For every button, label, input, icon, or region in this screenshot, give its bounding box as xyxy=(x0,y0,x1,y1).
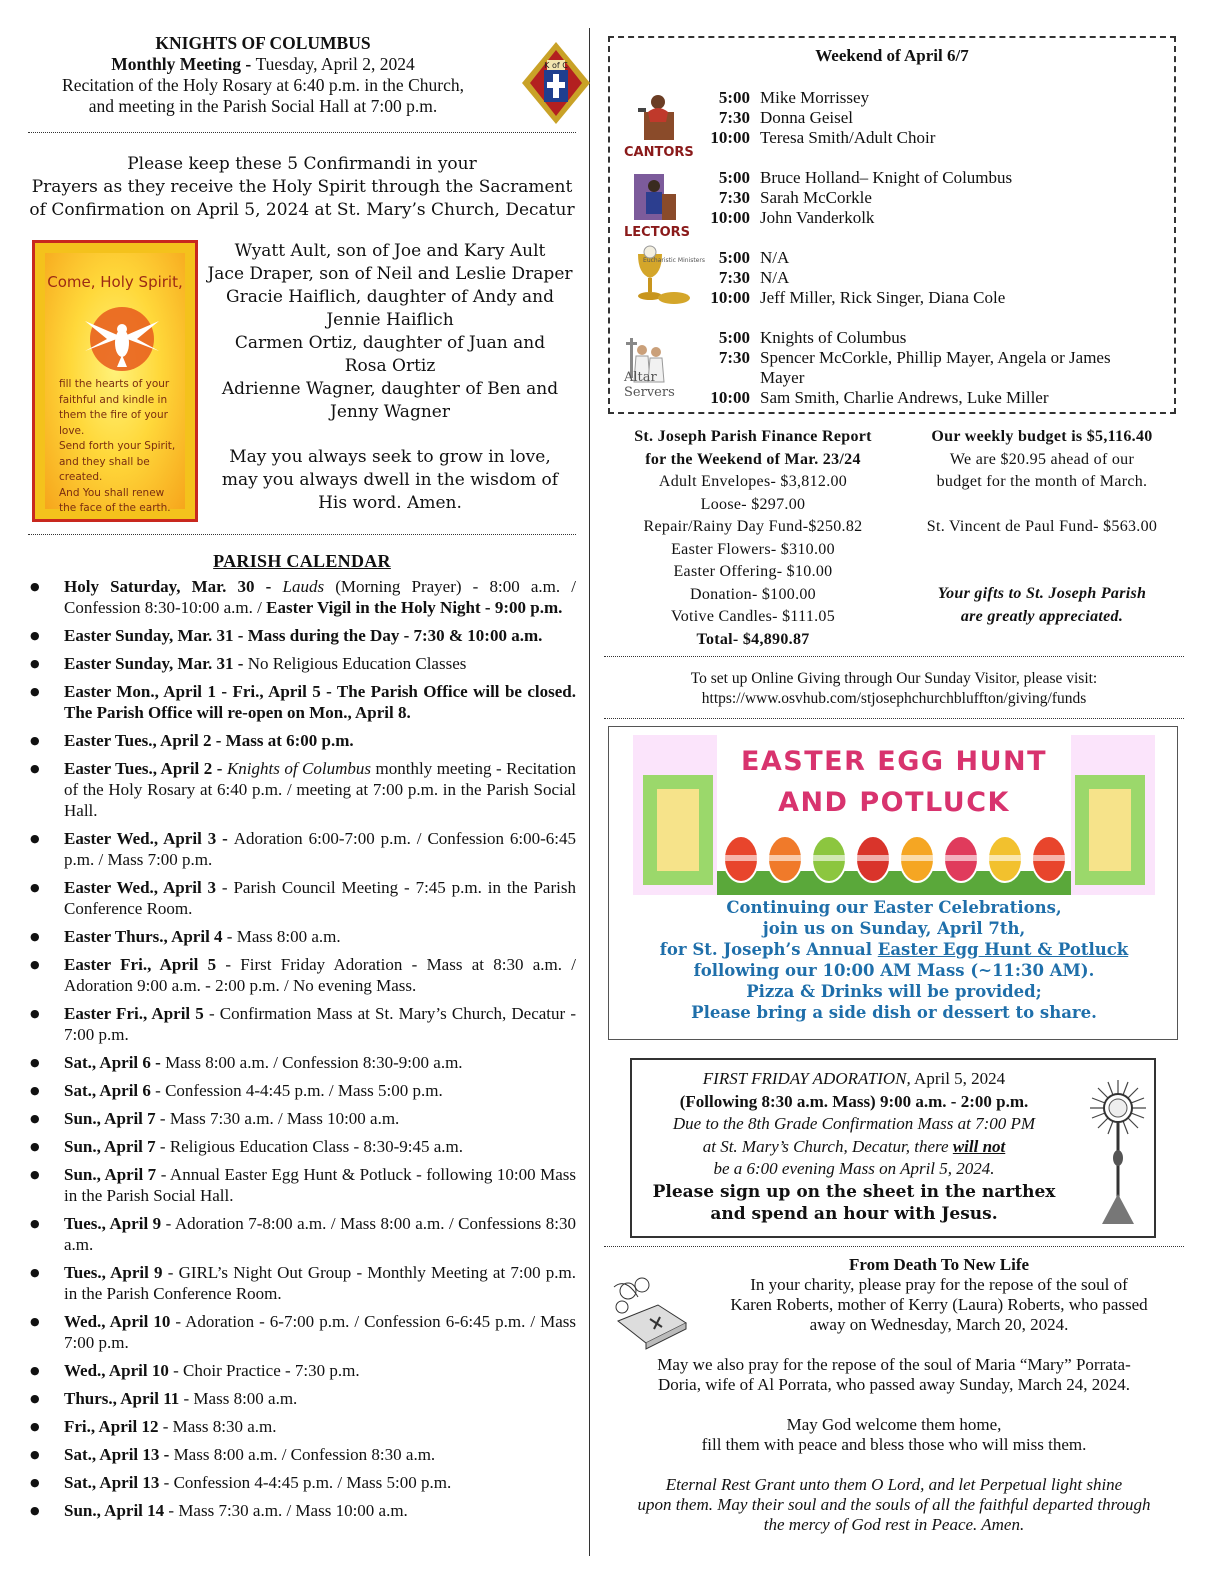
banner-line: And You shall renew xyxy=(59,486,165,499)
calendar-item xyxy=(28,1416,576,1437)
finance-total: Total- $4,890.87 xyxy=(696,630,810,648)
confirmandi-name: Carmen Ortiz, daughter of Juan and xyxy=(234,333,546,353)
calendar-item xyxy=(28,625,576,646)
ministry-label: LECTORS xyxy=(624,225,690,240)
calendar-item-date: Fri., April 12 xyxy=(64,1417,159,1436)
calendar-item-detail: - Confession 4-4:45 p.m. / Mass 5:00 p.m. xyxy=(159,1473,452,1492)
egg-hunt-details xyxy=(609,897,1179,1023)
obituary-paragraph: In your charity, please pray for the repose of the soul of Karen Roberts, mother of Kerry (Laura) Roberts, who passed away on Wednesday, March 20, 2024. xyxy=(730,1275,1148,1334)
calendar-item xyxy=(28,1360,576,1381)
finance-line: Loose- $297.00 xyxy=(700,495,806,513)
confirmandi-name: Jace Draper, son of Neil and Leslie Draper xyxy=(207,264,573,284)
finance-report xyxy=(608,426,1180,650)
blessing-line: His word. Amen. xyxy=(318,493,462,513)
egg-stripe xyxy=(857,855,889,861)
ff-note: Due to the 8th Grade Confirmation Mass at 7:00 PM xyxy=(672,1114,1036,1133)
confirmandi-name: Wyatt Ault, son of Joe and Kary Ault xyxy=(234,241,546,261)
egg-hunt-title-line: EASTER EGG HUNT xyxy=(740,746,1048,777)
confirmandi-list xyxy=(204,240,576,515)
thanks-line: are greatly appreciated. xyxy=(960,607,1124,625)
calendar-item-detail: Adoration 6:00-7:00 p.m. / Confession 6:00-6:45 p.m. / Mass 7:00 p.m. xyxy=(64,829,576,869)
egg-hunt-line: following our 10:00 AM Mass (~11:30 AM). xyxy=(693,961,1095,980)
calendar-item-date: Sat., April 13 - xyxy=(64,1445,174,1464)
egg-hunt-line: Please bring a side dish or dessert to share. xyxy=(691,1003,1097,1022)
monstrance-icon xyxy=(1088,1078,1148,1228)
calendar-item xyxy=(28,730,576,751)
ministry-schedule xyxy=(608,36,1176,414)
knights-meeting-date: Tuesday, April 2, 2024 xyxy=(255,54,415,74)
confirmandi-name: Jennie Haiflich xyxy=(326,310,454,330)
ff-cta: Please sign up on the sheet in the narthex xyxy=(652,1181,1056,1202)
egg-stripe xyxy=(945,855,977,861)
calendar-item-date: Easter Thurs., April 4 xyxy=(64,927,223,946)
egg-hunt-line: Continuing our Easter Celebrations, xyxy=(726,898,1062,917)
chalice-icon xyxy=(624,248,705,314)
decor-frame-right xyxy=(1075,775,1145,885)
knights-emblem-icon xyxy=(520,40,592,126)
finance-title: St. Joseph Parish Finance Report xyxy=(634,428,872,445)
calendar-item xyxy=(28,1444,576,1465)
budget-title: Our weekly budget is $5,116.40 xyxy=(931,428,1153,445)
ministry-group-cantors xyxy=(624,88,1164,160)
ministry-row: Mayer xyxy=(760,368,805,387)
banner-line: the face of the earth. xyxy=(59,502,171,514)
budget-line: budget for the month of March. xyxy=(936,473,1148,490)
calendar-item-date: Easter Tues., April 2 - xyxy=(64,759,227,778)
giving-text: To set up Online Giving through Our Sunday Visitor, please visit: xyxy=(690,670,1098,687)
ministry-label: CANTORS xyxy=(624,145,694,160)
calendar-item-date: Sat., April 6 xyxy=(64,1081,151,1100)
egg-stripe xyxy=(1033,855,1065,861)
finance-right xyxy=(904,426,1180,628)
column-divider xyxy=(589,28,590,1556)
ff-date: April 5, 2024 xyxy=(910,1069,1006,1088)
ff-times: (Following 8:30 a.m. Mass) 9:00 a.m. - 2:00 p.m. xyxy=(679,1091,1029,1111)
ff-note: at St. Mary’s Church, Decatur, there xyxy=(702,1136,953,1156)
ff-emphasis: will not xyxy=(952,1136,1006,1156)
online-giving xyxy=(604,656,1184,709)
calendar-item xyxy=(28,681,576,723)
calendar-item-date: Tues., April 9 xyxy=(64,1214,162,1233)
blessing-line: may you always dwell in the wisdom of xyxy=(221,470,559,490)
calendar-item-date: Sun., April 14 xyxy=(64,1501,165,1520)
ministry-row: 10:00 Sam Smith, Charlie Andrews, Luke Miller xyxy=(710,388,1049,407)
calendar-item-date: Easter Fri., April 5 xyxy=(64,955,217,974)
calendar-item-detail: - Adoration 7-8:00 a.m. / Mass 8:00 a.m. / Confessions 8:30 a.m. xyxy=(64,1214,576,1254)
calendar-item xyxy=(28,1262,576,1304)
banner-line: them the fire of your love. xyxy=(59,409,168,437)
ministry-group-altar-servers xyxy=(624,328,1164,407)
calendar-item-detail: Knights of Columbus monthly meeting - Recitation of the Holy Rosary at 6:40 p.m. / meeting at 7:00 p.m. in the Parish Social Hall. xyxy=(64,759,576,820)
calendar-item-date: Easter Sunday, Mar. 31 - Mass during the Day - 7:30 & 10:00 a.m. xyxy=(64,626,543,645)
calendar-item-date: Sun., April 7 xyxy=(64,1109,156,1128)
knights-section xyxy=(28,30,576,130)
divider xyxy=(28,534,576,535)
banner-line: faithful and kindle in xyxy=(59,393,168,406)
egg-stripe xyxy=(769,855,801,861)
confirmandi-name: Adrienne Wagner, daughter of Ben and xyxy=(221,379,559,399)
ministry-row: 7:30 N/A xyxy=(718,268,790,287)
confirmation-block xyxy=(28,240,576,530)
finance-line: Easter Offering- $10.00 xyxy=(673,563,833,580)
calendar-item xyxy=(28,1052,576,1073)
calendar-item xyxy=(28,1164,576,1206)
thanks-line: Your gifts to St. Joseph Parish xyxy=(937,585,1147,602)
egg-hunt-title-line: AND POTLUCK xyxy=(778,787,1010,818)
blessing-line: May you always seek to grow in love, xyxy=(229,447,551,467)
blessing xyxy=(204,446,576,515)
ministry-title: Weekend of April 6/7 xyxy=(815,46,969,65)
ministry-group-eucharistic xyxy=(624,248,1164,320)
ff-note: be a 6:00 evening Mass on April 5, 2024. xyxy=(713,1159,995,1178)
calendar-item-date: Easter Wed., April 3 - xyxy=(64,829,234,848)
calendar-item-detail: - Confession 4-4:45 p.m. / Mass 5:00 p.m. xyxy=(150,1081,443,1100)
ministry-row: 5:00 Mike Morrissey xyxy=(718,88,870,107)
divider xyxy=(28,132,576,133)
finance-line: Easter Flowers- $310.00 xyxy=(671,540,835,558)
decor-frame-left xyxy=(643,775,713,885)
calendar-item-date: Sun., April 7 xyxy=(64,1137,156,1156)
ministry-group-lectors xyxy=(624,168,1164,240)
calendar-item-detail: - GIRL’s Night Out Group - Monthly Meeting at 7:00 p.m. in the Parish Conference Room. xyxy=(64,1263,576,1303)
egg-hunt-title xyxy=(717,741,1071,823)
svdp-fund: St. Vincent de Paul Fund- $563.00 xyxy=(926,517,1158,535)
calendar-item xyxy=(28,1136,576,1157)
calendar-item-detail: Mass 8:00 a.m. / Confession 8:30-9:00 a.m. xyxy=(165,1053,463,1072)
ministry-row: 7:30 Sarah McCorkle xyxy=(718,188,872,207)
knights-line3: and meeting in the Parish Social Hall at 7:00 p.m. xyxy=(88,96,438,116)
calendar-item-date: Thurs., April 11 xyxy=(64,1389,180,1408)
ministry-row: 10:00 Teresa Smith/Adult Choir xyxy=(710,128,936,147)
ministry-row: 5:00 N/A xyxy=(718,248,790,267)
banner-line: and they shall be created. xyxy=(59,455,150,483)
banner-prayer xyxy=(59,377,181,517)
ministry-row: 10:00 Jeff Miller, Rick Singer, Diana Cole xyxy=(710,288,1006,307)
first-friday-box xyxy=(630,1058,1156,1238)
calendar-item-detail: - Mass 7:30 a.m. / Mass 10:00 a.m. xyxy=(164,1501,408,1520)
calendar-item-date: Tues., April 9 xyxy=(64,1263,163,1282)
finance-line: Adult Envelopes- $3,812.00 xyxy=(658,473,848,490)
knights-line2: Recitation of the Holy Rosary at 6:40 p.m. in the Church, xyxy=(62,75,464,95)
calendar-item-date: Sun., April 7 xyxy=(64,1165,157,1184)
finance-line: Votive Candles- $111.05 xyxy=(670,608,836,625)
easter-eggs-image xyxy=(717,819,1071,895)
calendar-item-date: Easter Fri., April 5 xyxy=(64,1004,204,1023)
ministry-row: 7:30 Donna Geisel xyxy=(718,108,854,127)
calendar-list xyxy=(28,576,576,1521)
egg-hunt-event-name: Easter Egg Hunt & Potluck xyxy=(877,940,1129,959)
finance-subtitle: for the Weekend of Mar. 23/24 xyxy=(645,450,861,468)
calendar-item-date: Sat., April 13 xyxy=(64,1473,160,1492)
calendar-item-detail: - Adoration - 6-7:00 p.m. / Confession 6-6:45 p.m. / Mass 7:00 p.m. xyxy=(64,1312,576,1352)
ff-title: FIRST FRIDAY ADORATION, xyxy=(702,1069,911,1088)
calendar-item xyxy=(28,1500,576,1521)
obituary-paragraph: May we also pray for the repose of the soul of Maria “Mary” Porrata- Doria, wife of Al Porrata, who passed away Sunday, March 24, 2024. xyxy=(657,1355,1131,1394)
calendar-item-detail: - Mass 8:30 a.m. xyxy=(158,1417,277,1436)
calendar-item-detail: - Parish Council Meeting - 7:45 p.m. in the Parish Conference Room. xyxy=(64,878,576,918)
calendar-item-date: Sat., April 6 - xyxy=(64,1053,166,1072)
left-column xyxy=(28,30,576,1528)
calendar-item xyxy=(28,1003,576,1045)
calendar-item-detail: - Religious Education Class - 8:30-9:45 a.m. xyxy=(155,1137,464,1156)
calendar-item-detail: - Confirmation Mass at St. Mary’s Church, Decatur - 7:00 p.m. xyxy=(64,1004,576,1044)
calendar-item xyxy=(28,1311,576,1353)
confirmandi-name: Rosa Ortiz xyxy=(344,356,436,376)
banner-line: fill the hearts of your xyxy=(59,378,170,390)
ministry-label: Altar Servers xyxy=(624,370,675,400)
ministry-row: 5:00 Bruce Holland– Knight of Columbus xyxy=(718,168,1013,187)
calendar-item-date: Easter Wed., April 3 xyxy=(64,878,217,897)
calendar-item xyxy=(28,1213,576,1255)
calendar-item xyxy=(28,828,576,870)
calendar-item xyxy=(28,653,576,674)
calendar-item xyxy=(28,576,576,618)
dove-icon xyxy=(77,303,167,375)
egg-stripe xyxy=(989,855,1021,861)
calendar-item xyxy=(28,1108,576,1129)
calendar-item xyxy=(28,877,576,919)
calendar-item-date: Wed., April 10 xyxy=(64,1361,169,1380)
calendar-item-detail: - Mass 8:00 a.m. xyxy=(222,927,341,946)
confirmation-intro xyxy=(28,153,576,222)
confirmandi-name: Jenny Wagner xyxy=(330,402,450,422)
calendar-item xyxy=(28,1080,576,1101)
egg-hunt-graphic xyxy=(633,735,1155,895)
ff-cta: and spend an hour with Jesus. xyxy=(710,1204,998,1224)
calendar-item-date: Easter Tues., April 2 - Mass at 6:00 p.m. xyxy=(64,731,354,750)
finance-left xyxy=(608,426,898,651)
banner-title: Come, Holy Spirit, xyxy=(47,273,183,291)
egg-stripe xyxy=(725,855,757,861)
finance-line: Repair/Rainy Day Fund-$250.82 xyxy=(643,518,863,535)
confirmation-intro-line: of Confirmation on April 5, 2024 at St. Mary’s Church, Decatur xyxy=(29,200,575,220)
obituary-section xyxy=(604,1246,1184,1535)
calendar-item-detail: - Annual Easter Egg Hunt & Potluck - following 10:00 Mass in the Parish Social Hall. xyxy=(64,1165,577,1205)
knights-emblem-letters: K of C xyxy=(544,61,568,70)
egg-hunt-line: for St. Joseph’s Annual xyxy=(659,940,878,959)
confirmation-intro-line: Please keep these 5 Confirmandi in your xyxy=(127,154,477,174)
knights-title: KNIGHTS OF COLUMBUS xyxy=(155,33,371,53)
calendar-item xyxy=(28,758,576,821)
calendar-item-date: Wed., April 10 xyxy=(64,1312,171,1331)
egg-hunt-line: join us on Sunday, April 7th, xyxy=(762,919,1026,938)
calendar-item xyxy=(28,954,576,996)
finance-line: Donation- $100.00 xyxy=(690,585,816,603)
confirmandi-name: Gracie Haiflich, daughter of Andy and xyxy=(226,287,554,307)
calendar-item-date: Holy Saturday, Mar. 30 - xyxy=(64,577,283,596)
calendar-item-detail: Mass 8:00 a.m. / Confession 8:30 a.m. xyxy=(173,1445,436,1464)
calendar-item-date: Easter Sunday, Mar. 31 - xyxy=(64,654,248,673)
divider xyxy=(604,718,1184,719)
bible-flowers-icon xyxy=(608,1271,692,1355)
egg-stripe xyxy=(813,855,845,861)
knights-meeting-label: Monthly Meeting - xyxy=(111,54,256,74)
banner-line: Send forth your Spirit, xyxy=(59,440,176,452)
obituary-paragraph: May God welcome them home, fill them with peace and bless those who will miss them. xyxy=(701,1415,1087,1454)
eucharistic-icon-caption: Eucharistic Ministers xyxy=(643,257,705,264)
obituary-title: From Death To New Life xyxy=(848,1255,1030,1274)
calendar-item-date: Easter Mon., April 1 - Fri., April 5 - The Parish Office will be closed. The Parish Office will re-open on Mon., April 8. xyxy=(64,682,576,722)
budget-line: We are $20.95 ahead of our xyxy=(949,450,1135,468)
calendar-item-detail: Lauds (Morning Prayer) - 8:00 a.m. / Confession 8:30-10:00 a.m. / Easter Vigil in the Holy Night - 9:00 p.m. xyxy=(64,577,576,617)
calendar-item-detail: - Mass 7:30 a.m. / Mass 10:00 a.m. xyxy=(155,1109,400,1128)
confirmation-intro-line: Prayers as they receive the Holy Spirit through the Sacrament xyxy=(31,177,573,197)
calendar-item-detail: No Religious Education Classes xyxy=(247,654,467,673)
calendar-title: PARISH CALENDAR xyxy=(213,551,391,571)
calendar-item xyxy=(28,926,576,947)
calendar-item xyxy=(28,1472,576,1493)
calendar-item-detail: - First Friday Adoration - Mass at 8:30 a.m. / Adoration 9:00 a.m. - 2:00 p.m. / No evening Mass. xyxy=(64,955,576,995)
ministry-row: 5:00 Knights of Columbus xyxy=(718,328,907,347)
ministry-row: 7:30 Spencer McCorkle, Phillip Mayer, Angela or James xyxy=(718,348,1111,367)
calendar-item xyxy=(28,1388,576,1409)
ministry-row: 10:00 John Vanderkolk xyxy=(710,208,875,227)
egg-hunt-header xyxy=(717,735,1071,895)
giving-url-link[interactable]: https://www.osvhub.com/stjosephchurchbluffton/giving/funds xyxy=(701,690,1087,707)
holy-spirit-banner xyxy=(32,240,198,522)
eternal-rest-prayer: Eternal Rest Grant unto them O Lord, and let Perpetual light shine upon them. May their soul and the souls of all the faithful departed through the mercy of God rest in Peace. Amen. xyxy=(637,1475,1151,1534)
calendar-item-detail: - Choir Practice - 7:30 p.m. xyxy=(168,1361,360,1380)
calendar-item-detail: - Mass 8:00 a.m. xyxy=(179,1389,298,1408)
egg-stripe xyxy=(901,855,933,861)
egg-hunt-line: Pizza & Drinks will be provided; xyxy=(746,982,1042,1001)
egg-hunt-flyer xyxy=(608,726,1178,1040)
